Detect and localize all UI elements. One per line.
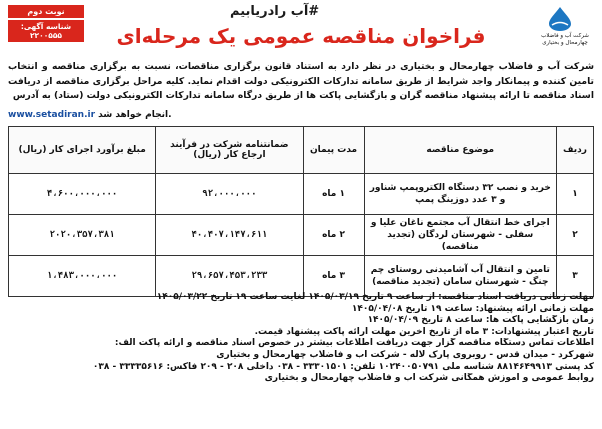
table-header-row	[9, 127, 594, 174]
tender-details	[8, 292, 594, 385]
tender-table	[8, 126, 594, 297]
intro-paragraph	[8, 60, 594, 104]
header-estimate: مبلغ برآورد اجرای کار (ریال)	[9, 127, 156, 174]
header-duration: مدت پیمان	[303, 127, 364, 174]
header-subject: موضوع مناقصه	[364, 127, 556, 174]
website-link[interactable]	[8, 110, 171, 120]
table-row	[9, 256, 594, 297]
cell-estimate: ۴،۶۰۰،۰۰۰،۰۰۰	[9, 174, 156, 215]
detail-document-deadline: مهلت زمانی دریافت اسناد مناقصه: از ساعت ۹ تاریخ ۱۴۰۵/۰۳/۱۹ لغایت ساعت ۱۹ تاریخ ۱۴۰۵/۰۳/۲۲	[156, 292, 594, 302]
cell-guarantee: ۲۹،۶۵۷،۴۵۳،۲۳۳	[156, 256, 303, 297]
header-row-number: ردیف	[556, 127, 593, 174]
table-row	[9, 174, 594, 215]
website-url[interactable]: www.setadiran.ir	[8, 110, 96, 120]
detail-opening-time: زمان بازگشایی پاکت ها: ساعت ۸ تاریخ ۱۴۰۵/۰۴/۰۹	[367, 315, 594, 326]
hashtag-slogan: #آب رادریابیم	[230, 4, 320, 19]
cell-row-number: ۱	[556, 174, 593, 215]
cell-duration: ۲ ماه	[303, 215, 364, 256]
logo-text: شرکت آب و فاضلاب چهارمحال و بختیاری	[541, 33, 589, 46]
cell-guarantee: ۹۲،۰۰۰،۰۰۰	[156, 174, 303, 215]
cell-estimate: ۱،۴۸۳،۰۰۰،۰۰۰	[9, 256, 156, 297]
detail-phone: کد پستی ۸۸۱۴۶۴۹۹۱۳ شناسه ملی ۱۰۲۴۰۰۵۰۷۹۱ تلفن: ۳۳۳۰۱۵۰۱ - ۰۳۸ داخلی ۲۰۸ - ۲۰۹ فاکس: ۳۳۳۳۵۶۱۶ - ۰۳۸	[92, 361, 594, 372]
cell-row-number: ۲	[556, 215, 593, 256]
cell-guarantee: ۴۰،۴۰۷،۱۴۷،۶۱۱	[156, 215, 303, 256]
intro-tail: انجام خواهد شد.	[98, 110, 172, 120]
cell-subject: تامین و انتقال آب آشامیدنی روستای چم چنگ - شهرستان سامان (تجدید مناقصه)	[364, 256, 556, 297]
detail-contact-intro: اطلاعات تماس دستگاه مناقصه گزار جهت دریافت اطلاعات بیشتر در خصوص اسناد مناقصه و ارائه پاکت الف:	[114, 338, 594, 349]
header-guarantee: ضمانتنامه شرکت در فرآیند ارجاع کار (ریال)	[156, 127, 303, 174]
water-drop-icon	[542, 6, 578, 32]
cell-duration: ۳ ماه	[303, 256, 364, 297]
cell-duration: ۱ ماه	[303, 174, 364, 215]
intro-text: شرکت آب و فاضلاب چهارمحال و بختیاری در نظر دارد به استناد قانون برگزاری مناقصات، نسبت به برگزاری مناقصه و انتخاب تامین کننده و پیمانکار واجد شرایط از طریق سامانه تدارکات الکترونیکی دولت اقدام نماید. کلیه مراحل برگزاری مناقصه از دریافت اسناد مناقصه تا ارائه پیشنهاد مناقصه گران و بازگشایی پاکت ها از طریق درگاه سامانه تدارکات الکترونیکی دولت (ستاد) به آدرس	[8, 61, 594, 101]
detail-address: شهرکرد - میدان قدس - روبروی پارک لاله - شرکت آب و فاضلاب چهارمحال و بختیاری	[216, 349, 594, 360]
detail-validity: تاریخ اعتبار پیشنهادات: ۳ ماه از تاریخ آخرین مهلت ارائه پاکت پیشنهاد قیمت.	[254, 326, 594, 337]
detail-public-relations: روابط عمومی و آموزش همگانی شرکت آب و فاضلاب چهارمحال و بختیاری	[264, 373, 594, 384]
notice-id-badge: شناسه آگهی: ۲۲۰۰۵۵۵	[8, 20, 84, 42]
cell-subject: خرید و نصب ۳۲ دستگاه الکتروپمپ شناور و ۳ عدد دوزینگ پمپ	[364, 174, 556, 215]
table-row	[9, 215, 594, 256]
cell-subject: اجرای خط انتقال آب مجتمع ناغان علیا و سفلی - شهرستان لردگان (تجدید مناقصه)	[364, 215, 556, 256]
cell-row-number: ۳	[556, 256, 593, 297]
detail-proposal-deadline: مهلت زمانی ارائه پیشنهاد: ساعت ۱۹ تاریخ ۱۴۰۵/۰۴/۰۸	[351, 303, 594, 314]
round-badge: نوبت دوم	[8, 5, 84, 18]
notice-badges	[8, 5, 84, 42]
company-logo	[534, 6, 596, 54]
page-title: فراخوان مناقصه عمومی یک مرحله‌ای	[116, 24, 486, 48]
cell-estimate: ۲۰۲۰،۳۵۷،۳۸۱	[9, 215, 156, 256]
